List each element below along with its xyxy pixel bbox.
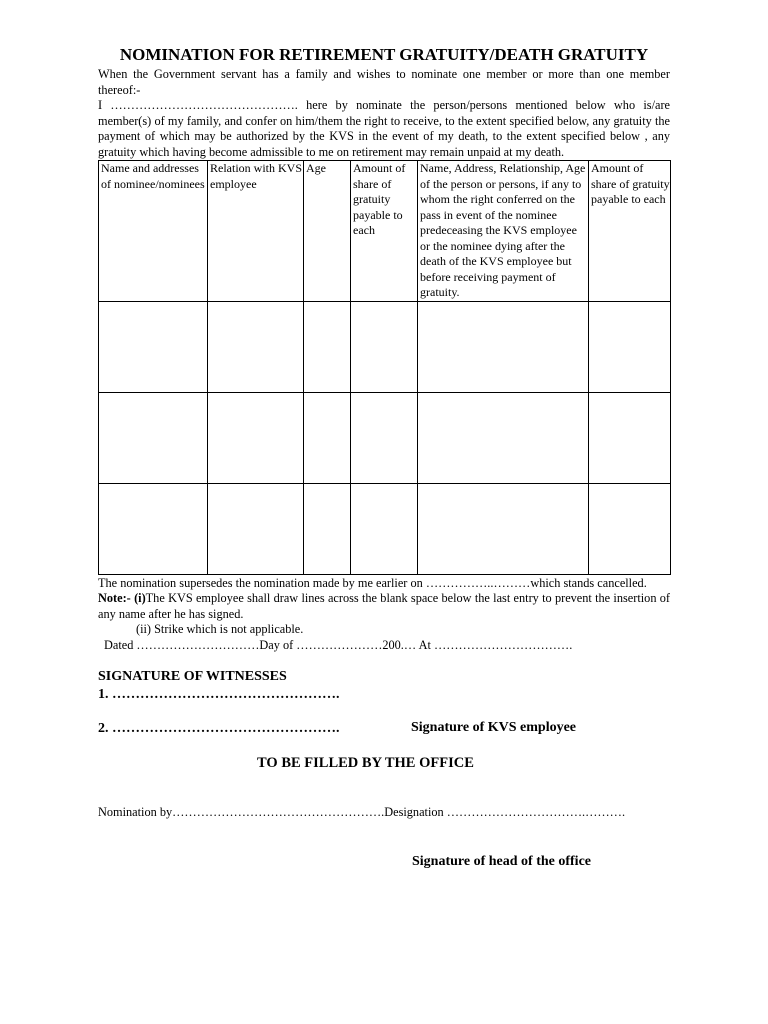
note-text [98, 591, 670, 622]
office-heading: TO BE FILLED BY THE OFFICE [257, 755, 474, 771]
nominee-table [98, 160, 671, 575]
table-cell[interactable] [304, 392, 351, 483]
dated-line: Dated …………………………Day of …………………200.… At ……………………………. [104, 637, 573, 652]
header-relation: Relation with KVS employee [208, 161, 304, 302]
kvs-employee-signature: Signature of KVS employee [411, 720, 577, 735]
table-cell[interactable] [589, 392, 671, 483]
table-cell[interactable] [304, 301, 351, 392]
header-age: Age [304, 161, 351, 302]
table-cell[interactable] [304, 483, 351, 574]
nomination-by-line[interactable]: Nomination by…………………………………………….Designation …………………………….………. [98, 805, 626, 819]
table-cell[interactable] [418, 392, 589, 483]
form-title: NOMINATION FOR RETIREMENT GRATUITY/DEATH GRATUITY [119, 45, 649, 64]
table-cell[interactable] [418, 483, 589, 574]
nomination-form [98, 44, 670, 653]
table-cell[interactable] [208, 392, 304, 483]
head-of-office-signature: Signature of head of the office [412, 854, 591, 869]
note-label: Note:- (i) [98, 591, 146, 605]
declaration-text: I ………………………………………. here by nominate the person/persons mentioned below who is/are member(s) of my family, and confer on him/them the right to receive, to the extent specified below, any gratuity the payment of which may be authorized by the KVS in the event of my death, to the extent specified below , any gratuity which having become admissible to me on retirement may remain unpaid at my death. [98, 98, 670, 159]
table-cell[interactable] [99, 301, 208, 392]
supersede-text: The nomination supersedes the nomination made by me earlier on ……………..………which stands cancelled. [98, 575, 647, 590]
table-cell[interactable] [589, 483, 671, 574]
table-cell[interactable] [418, 301, 589, 392]
table-header-row [99, 161, 671, 302]
table-cell[interactable] [351, 301, 418, 392]
table-cell[interactable] [351, 483, 418, 574]
witness-line-1[interactable]: 1. …………………………………………. [98, 687, 340, 702]
header-alternate-share-amount: Amount of share of gratuity payable to each [589, 161, 671, 302]
table-row [99, 301, 671, 392]
table-cell[interactable] [208, 483, 304, 574]
table-cell[interactable] [589, 301, 671, 392]
table-row [99, 483, 671, 574]
header-share-amount: Amount of share of gratuity payable to each [351, 161, 418, 302]
table-cell[interactable] [208, 301, 304, 392]
witnesses-heading: SIGNATURE OF WITNESSES [98, 669, 287, 684]
witness-line-2[interactable]: 2. …………………………………………. [98, 721, 340, 736]
table-cell[interactable] [99, 483, 208, 574]
table-cell[interactable] [99, 392, 208, 483]
intro-text: When the Government servant has a family and wishes to nominate one member or more than one member thereof:- [98, 67, 670, 97]
header-alternate-nominee: Name, Address, Relationship, Age of the person or persons, if any to whom the right conferred on the pass in event of the nominee predeceasing the KVS employee or the nominee dying after the death of the KVS employee but before receiving payment of gratuity. [418, 161, 589, 302]
header-nominee-name: Name and addresses of nominee/nominees [99, 161, 208, 302]
note-ii-text: (ii) Strike which is not applicable. [136, 622, 304, 636]
table-cell[interactable] [351, 392, 418, 483]
table-row [99, 392, 671, 483]
note-body: The KVS employee shall draw lines across the blank space below the last entry to prevent the insertion of any name after he has signed. [98, 591, 670, 621]
